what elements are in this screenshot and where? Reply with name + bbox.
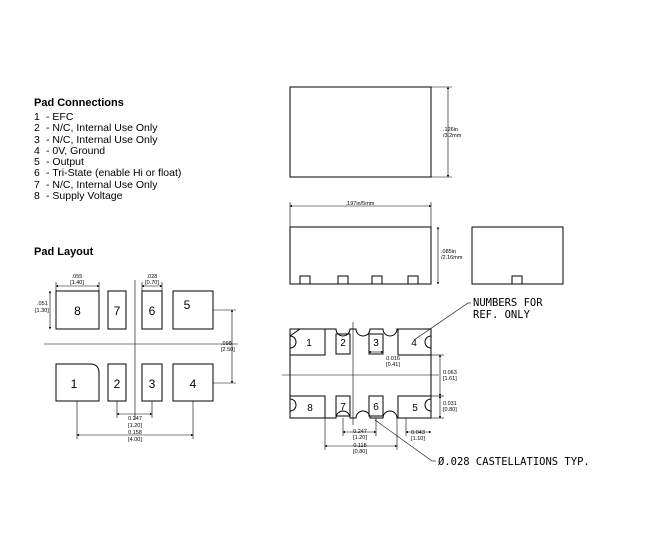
pad-label: 4 — [189, 377, 197, 391]
package-end-outline — [472, 227, 563, 284]
package-side-view — [290, 202, 438, 284]
pad-connection-desc: - 0V, Ground — [46, 144, 106, 157]
pad-label: 1 — [306, 338, 312, 349]
dim-label: [4.00] — [128, 437, 142, 443]
package-end-view — [472, 227, 563, 284]
note-numbers-line1: NUMBERS FOR — [473, 297, 543, 309]
pad-label: 8 — [307, 403, 313, 414]
pad-connection-desc: - N/C, Internal Use Only — [46, 178, 158, 191]
pad-connection-number: 6 — [34, 167, 40, 180]
pad-label: 6 — [148, 304, 156, 318]
pad-connection-desc: - Tri-State (enable Hi or float) — [46, 167, 182, 180]
pad-label: 7 — [340, 402, 346, 413]
pad-connection-desc: - N/C, Internal Use Only — [46, 133, 158, 146]
dim-label: 0.043 — [411, 430, 425, 436]
pad-connection-desc: - EFC — [46, 111, 74, 123]
side-terminal — [512, 276, 522, 284]
pad-connection-number: 4 — [34, 144, 40, 157]
dim-label: [1.40] — [70, 280, 84, 286]
pad-label: 2 — [113, 377, 121, 391]
package-top-view — [290, 87, 452, 177]
dim-label: 0.247 — [128, 416, 142, 422]
pad-label: 5 — [412, 403, 418, 414]
dim-label: 0.063 — [443, 370, 457, 376]
pad-label: 3 — [148, 377, 156, 391]
dim-label: 0.031 — [443, 401, 457, 407]
drawing-notes — [438, 297, 590, 468]
dim-label: [0.41] — [386, 362, 400, 368]
pad-1 — [56, 364, 99, 401]
dim-label: [1.61] — [443, 376, 457, 382]
pad-layout-pad-labels — [71, 298, 197, 391]
dim-label: .028 — [146, 274, 158, 280]
dim-label: .051 — [37, 301, 48, 307]
dim-label: [0.80] — [443, 407, 457, 413]
castellation — [290, 399, 296, 411]
pad-label: 7 — [113, 304, 121, 318]
side-terminal — [372, 276, 382, 284]
bottom-pad-labels — [306, 338, 418, 414]
pad-label: 5 — [183, 298, 191, 312]
pad-connection-number: 2 — [34, 122, 40, 135]
pad-label: 4 — [411, 338, 417, 349]
dim-label: 0.016 — [386, 356, 400, 362]
pad-layout-title: Pad Layout — [34, 246, 94, 258]
pad-label: 1 — [70, 377, 78, 391]
note-castellations: Ø.028 CASTELLATIONS TYP. — [438, 456, 590, 468]
package-side-outline — [290, 227, 431, 284]
pad-label: 3 — [373, 338, 379, 349]
dim-label: .126in — [443, 127, 458, 133]
dim-label: /3.2mm — [443, 133, 462, 139]
pad-connection-number: 8 — [34, 190, 40, 203]
dim-label: 0.158 — [128, 430, 142, 436]
package-top-outline — [290, 87, 431, 177]
side-terminal — [408, 276, 418, 284]
castellation — [290, 336, 296, 348]
castellation — [425, 336, 431, 348]
pad-5 — [173, 291, 213, 329]
pad-connection-number: 5 — [34, 156, 40, 169]
side-terminal — [338, 276, 348, 284]
dim-label: [0.70] — [145, 280, 159, 286]
pad-connections-title: Pad Connections — [34, 97, 124, 109]
dim-label: .098 — [221, 341, 232, 347]
dim-label: [1.20] — [128, 423, 142, 429]
dim-label: .085in — [441, 249, 456, 255]
dim-label: [1.10] — [411, 436, 425, 442]
dim-label: /2.16mm — [441, 255, 463, 261]
pad-connection-desc: - Supply Voltage — [46, 190, 123, 203]
package-bottom-view — [282, 303, 471, 461]
dim-label: [2.50] — [221, 347, 235, 353]
pad-connection-desc: - Output — [46, 156, 84, 169]
dim-label: .055 — [71, 274, 83, 280]
pad-label: 6 — [373, 402, 379, 413]
dim-label: .197in/5mm — [345, 201, 375, 207]
dim-label: [0.80] — [353, 449, 367, 455]
bottom-dimension-lines — [325, 303, 471, 461]
pad-connection-desc: - N/C, Internal Use Only — [46, 122, 158, 135]
pad-connection-number: 3 — [34, 133, 40, 146]
pad-label: 2 — [340, 338, 346, 349]
note-numbers-line2: REF. ONLY — [473, 309, 530, 321]
dim-label: 0.118 — [353, 443, 367, 449]
pad-connection-number: 1 — [34, 111, 40, 123]
dim-label: [1.20] — [353, 435, 367, 441]
dim-label: [1.30] — [35, 308, 49, 314]
side-terminal — [300, 276, 310, 284]
castellation — [425, 399, 431, 411]
pad-label: 8 — [74, 304, 81, 318]
dim-label: 0.247 — [353, 429, 367, 435]
pad-connection-number: 7 — [34, 178, 40, 191]
